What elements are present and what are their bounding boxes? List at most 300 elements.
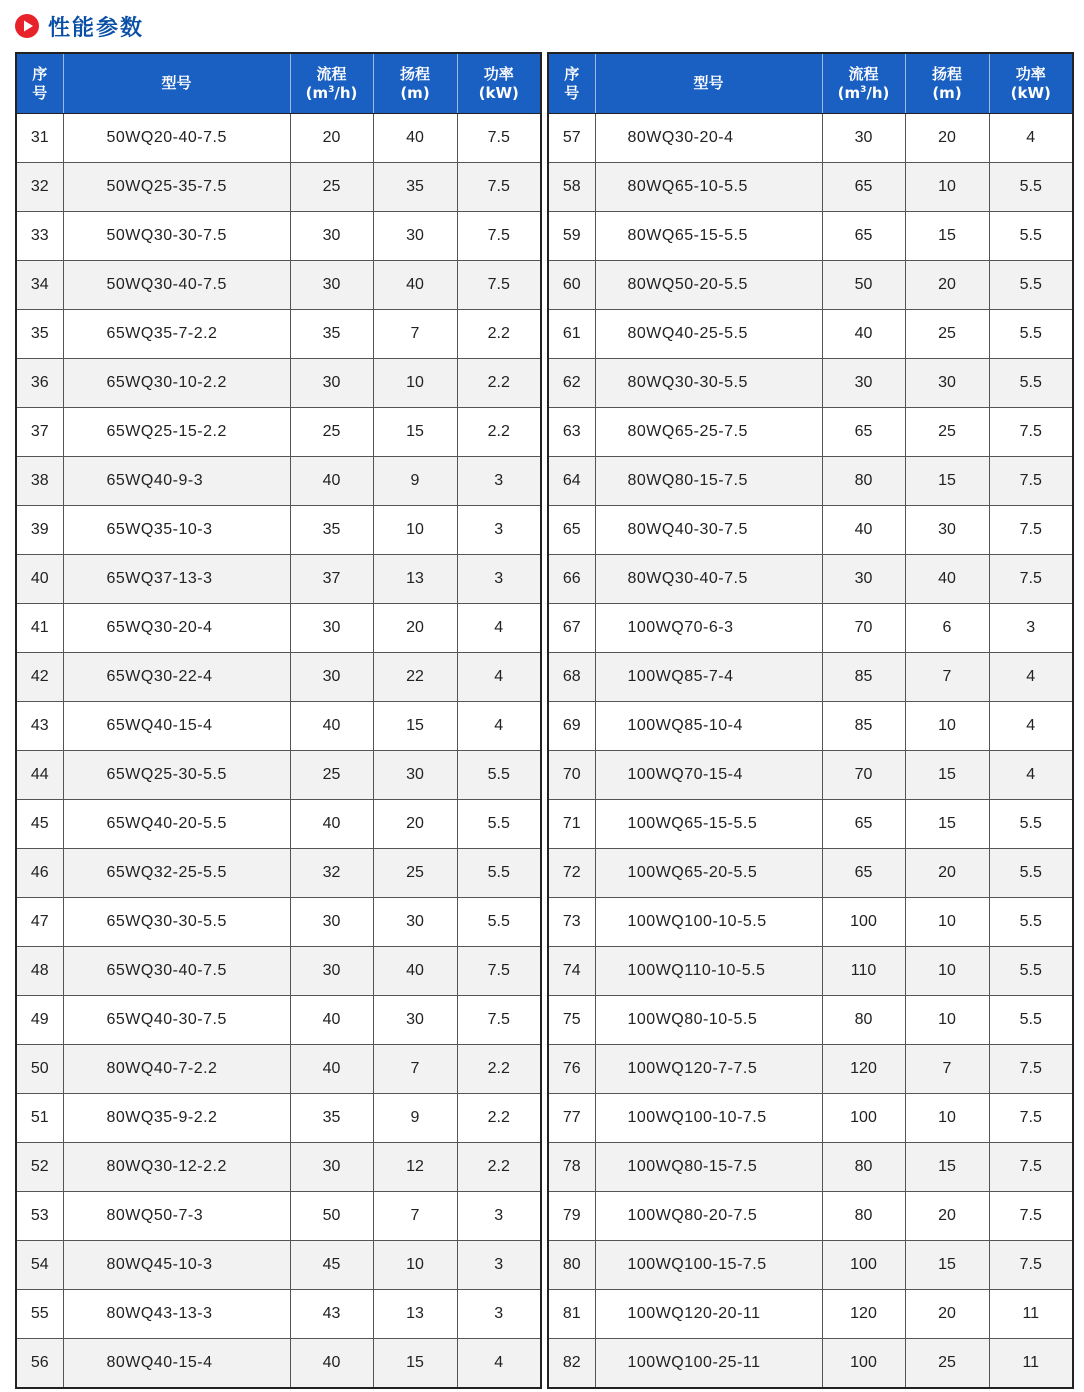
cell-index: 44 xyxy=(16,751,63,800)
cell-head: 30 xyxy=(905,506,989,555)
cell-model: 100WQ100-10-5.5 xyxy=(595,898,822,947)
table-row xyxy=(16,604,541,653)
cell-power: 7.5 xyxy=(989,457,1073,506)
header-index xyxy=(548,53,595,114)
cell-flow: 80 xyxy=(822,457,905,506)
cell-index: 79 xyxy=(548,1192,595,1241)
cell-model: 65WQ25-15-2.2 xyxy=(63,408,290,457)
cell-head: 30 xyxy=(373,996,457,1045)
cell-flow: 70 xyxy=(822,751,905,800)
cell-index: 46 xyxy=(16,849,63,898)
cell-head: 40 xyxy=(905,555,989,604)
cell-model: 50WQ30-40-7.5 xyxy=(63,261,290,310)
header-power xyxy=(457,53,541,114)
cell-model: 65WQ40-20-5.5 xyxy=(63,800,290,849)
cell-head: 35 xyxy=(373,163,457,212)
cell-flow: 40 xyxy=(290,457,373,506)
table-row xyxy=(548,163,1073,212)
cell-power: 7.5 xyxy=(989,1045,1073,1094)
cell-flow: 30 xyxy=(290,947,373,996)
table-row xyxy=(548,898,1073,947)
table-row xyxy=(548,1192,1073,1241)
table-row xyxy=(548,1290,1073,1339)
table-row xyxy=(16,457,541,506)
cell-head: 20 xyxy=(373,604,457,653)
cell-power: 3 xyxy=(457,1290,541,1339)
cell-flow: 40 xyxy=(290,702,373,751)
cell-power: 7.5 xyxy=(457,212,541,261)
table-row xyxy=(16,1241,541,1290)
cell-index: 74 xyxy=(548,947,595,996)
table-row xyxy=(548,1045,1073,1094)
cell-head: 15 xyxy=(905,457,989,506)
cell-head: 20 xyxy=(905,849,989,898)
cell-flow: 30 xyxy=(290,653,373,702)
cell-model: 65WQ30-20-4 xyxy=(63,604,290,653)
cell-flow: 65 xyxy=(822,212,905,261)
table-row xyxy=(548,947,1073,996)
cell-model: 100WQ65-15-5.5 xyxy=(595,800,822,849)
cell-flow: 37 xyxy=(290,555,373,604)
cell-head: 10 xyxy=(905,996,989,1045)
cell-flow: 70 xyxy=(822,604,905,653)
cell-flow: 30 xyxy=(290,898,373,947)
cell-power: 2.2 xyxy=(457,1143,541,1192)
cell-head: 25 xyxy=(905,408,989,457)
header-power-line1: 功率 xyxy=(1015,64,1046,83)
cell-head: 30 xyxy=(373,751,457,800)
cell-model: 100WQ110-10-5.5 xyxy=(595,947,822,996)
cell-flow: 35 xyxy=(290,506,373,555)
table-row xyxy=(548,1339,1073,1389)
header-flow-unit xyxy=(823,84,905,103)
table-row xyxy=(16,751,541,800)
header-index-line1: 序 xyxy=(32,64,48,83)
table-row xyxy=(16,114,541,163)
table-row xyxy=(16,310,541,359)
cell-power: 3 xyxy=(457,457,541,506)
table-row xyxy=(16,359,541,408)
cell-flow: 45 xyxy=(290,1241,373,1290)
cell-model: 100WQ100-25-11 xyxy=(595,1339,822,1389)
cell-power: 2.2 xyxy=(457,1045,541,1094)
cell-flow: 65 xyxy=(822,163,905,212)
table-row xyxy=(548,114,1073,163)
cell-model: 80WQ43-13-3 xyxy=(63,1290,290,1339)
cell-index: 63 xyxy=(548,408,595,457)
cell-head: 9 xyxy=(373,1094,457,1143)
table-row xyxy=(16,261,541,310)
cell-flow: 120 xyxy=(822,1290,905,1339)
cell-model: 100WQ80-10-5.5 xyxy=(595,996,822,1045)
cell-model: 100WQ70-15-4 xyxy=(595,751,822,800)
cell-flow: 40 xyxy=(290,996,373,1045)
cell-head: 13 xyxy=(373,1290,457,1339)
table-row xyxy=(548,310,1073,359)
cell-power: 11 xyxy=(989,1339,1073,1389)
cell-flow: 80 xyxy=(822,996,905,1045)
cell-power: 4 xyxy=(457,653,541,702)
cell-model: 65WQ35-10-3 xyxy=(63,506,290,555)
header-head xyxy=(373,53,457,114)
flow-unit-pre: (m xyxy=(837,83,861,102)
cell-flow: 30 xyxy=(822,555,905,604)
cell-head: 40 xyxy=(373,947,457,996)
cell-model: 65WQ40-30-7.5 xyxy=(63,996,290,1045)
cell-model: 100WQ120-20-11 xyxy=(595,1290,822,1339)
table-row xyxy=(16,1290,541,1339)
cell-head: 15 xyxy=(373,1339,457,1389)
cell-head: 22 xyxy=(373,653,457,702)
cell-model: 65WQ40-9-3 xyxy=(63,457,290,506)
cell-flow: 120 xyxy=(822,1045,905,1094)
cell-flow: 50 xyxy=(290,1192,373,1241)
flow-unit-post: /h) xyxy=(334,83,358,102)
cell-flow: 40 xyxy=(822,310,905,359)
cell-power: 5.5 xyxy=(989,261,1073,310)
cell-index: 66 xyxy=(548,555,595,604)
performance-table-left xyxy=(15,52,542,1389)
cell-flow: 100 xyxy=(822,1339,905,1389)
header-head xyxy=(905,53,989,114)
header-flow-line1: 流程 xyxy=(848,64,879,83)
table-row xyxy=(16,800,541,849)
cell-power: 7.5 xyxy=(989,1192,1073,1241)
cell-model: 100WQ70-6-3 xyxy=(595,604,822,653)
cell-model: 50WQ30-30-7.5 xyxy=(63,212,290,261)
table-row xyxy=(548,1241,1073,1290)
table-row xyxy=(548,261,1073,310)
header-index-line2: 号 xyxy=(564,83,580,102)
cell-power: 2.2 xyxy=(457,408,541,457)
cell-flow: 35 xyxy=(290,310,373,359)
cell-index: 78 xyxy=(548,1143,595,1192)
table-row xyxy=(16,996,541,1045)
cell-index: 81 xyxy=(548,1290,595,1339)
cell-index: 62 xyxy=(548,359,595,408)
cell-index: 33 xyxy=(16,212,63,261)
cell-model: 65WQ30-10-2.2 xyxy=(63,359,290,408)
header-power-line1: 功率 xyxy=(483,64,514,83)
table-row xyxy=(16,898,541,947)
cell-flow: 85 xyxy=(822,653,905,702)
cell-head: 40 xyxy=(373,261,457,310)
cell-index: 82 xyxy=(548,1339,595,1389)
cell-index: 53 xyxy=(16,1192,63,1241)
cell-flow: 43 xyxy=(290,1290,373,1339)
cell-head: 25 xyxy=(373,849,457,898)
flow-unit-pre: (m xyxy=(305,83,329,102)
cell-model: 65WQ30-22-4 xyxy=(63,653,290,702)
cell-power: 5.5 xyxy=(989,947,1073,996)
cell-head: 6 xyxy=(905,604,989,653)
cell-head: 15 xyxy=(905,1241,989,1290)
cell-model: 65WQ30-30-5.5 xyxy=(63,898,290,947)
cell-flow: 100 xyxy=(822,898,905,947)
cell-power: 4 xyxy=(989,653,1073,702)
cell-model: 80WQ65-15-5.5 xyxy=(595,212,822,261)
cell-index: 42 xyxy=(16,653,63,702)
cell-index: 40 xyxy=(16,555,63,604)
cell-head: 10 xyxy=(905,1094,989,1143)
cell-model: 80WQ45-10-3 xyxy=(63,1241,290,1290)
table-row xyxy=(16,506,541,555)
cell-power: 7.5 xyxy=(989,1094,1073,1143)
table-row xyxy=(548,849,1073,898)
cell-head: 7 xyxy=(905,653,989,702)
cell-model: 80WQ40-7-2.2 xyxy=(63,1045,290,1094)
cell-power: 4 xyxy=(989,114,1073,163)
cell-model: 80WQ30-30-5.5 xyxy=(595,359,822,408)
cell-flow: 25 xyxy=(290,163,373,212)
cell-head: 7 xyxy=(905,1045,989,1094)
cell-power: 4 xyxy=(457,702,541,751)
table-row xyxy=(548,212,1073,261)
cell-index: 59 xyxy=(548,212,595,261)
cell-power: 5.5 xyxy=(989,359,1073,408)
cell-head: 25 xyxy=(905,310,989,359)
cell-flow: 40 xyxy=(290,1339,373,1389)
cell-index: 41 xyxy=(16,604,63,653)
cell-index: 35 xyxy=(16,310,63,359)
cell-index: 71 xyxy=(548,800,595,849)
cell-flow: 40 xyxy=(822,506,905,555)
header-power xyxy=(989,53,1073,114)
cell-head: 20 xyxy=(905,114,989,163)
cell-flow: 100 xyxy=(822,1241,905,1290)
cell-head: 15 xyxy=(905,212,989,261)
table-row xyxy=(548,653,1073,702)
cell-model: 80WQ30-12-2.2 xyxy=(63,1143,290,1192)
cell-power: 5.5 xyxy=(989,212,1073,261)
header-flow xyxy=(822,53,905,114)
cell-head: 7 xyxy=(373,1045,457,1094)
table-row xyxy=(16,702,541,751)
table-row xyxy=(548,408,1073,457)
cell-power: 3 xyxy=(457,1192,541,1241)
cell-index: 32 xyxy=(16,163,63,212)
cell-model: 100WQ80-15-7.5 xyxy=(595,1143,822,1192)
cell-flow: 20 xyxy=(290,114,373,163)
cell-model: 80WQ35-9-2.2 xyxy=(63,1094,290,1143)
cell-head: 15 xyxy=(905,751,989,800)
cell-index: 76 xyxy=(548,1045,595,1094)
cell-head: 7 xyxy=(373,310,457,359)
cell-power: 5.5 xyxy=(989,310,1073,359)
cell-flow: 30 xyxy=(290,359,373,408)
cell-power: 5.5 xyxy=(989,163,1073,212)
cell-head: 10 xyxy=(905,898,989,947)
table-row xyxy=(548,751,1073,800)
cell-flow: 30 xyxy=(290,604,373,653)
cell-power: 7.5 xyxy=(989,506,1073,555)
cell-head: 40 xyxy=(373,114,457,163)
section-title xyxy=(14,10,144,42)
cell-head: 30 xyxy=(373,212,457,261)
cell-power: 7.5 xyxy=(989,408,1073,457)
cell-power: 7.5 xyxy=(989,555,1073,604)
table-row xyxy=(16,163,541,212)
cell-flow: 30 xyxy=(822,114,905,163)
cell-index: 67 xyxy=(548,604,595,653)
cell-index: 72 xyxy=(548,849,595,898)
table-row xyxy=(548,555,1073,604)
header-power-line2: (kW) xyxy=(478,83,519,102)
cell-power: 5.5 xyxy=(457,751,541,800)
table-row xyxy=(16,849,541,898)
header-head-line2: (m) xyxy=(400,83,430,102)
header-head-line1: 扬程 xyxy=(399,64,430,83)
cell-index: 52 xyxy=(16,1143,63,1192)
cell-power: 4 xyxy=(457,604,541,653)
cell-index: 65 xyxy=(548,506,595,555)
cell-flow: 100 xyxy=(822,1094,905,1143)
cell-power: 4 xyxy=(457,1339,541,1389)
cell-power: 3 xyxy=(989,604,1073,653)
cell-index: 55 xyxy=(16,1290,63,1339)
table-row xyxy=(16,1045,541,1094)
cell-model: 65WQ32-25-5.5 xyxy=(63,849,290,898)
cell-index: 38 xyxy=(16,457,63,506)
cell-head: 15 xyxy=(905,800,989,849)
header-flow-unit xyxy=(291,84,373,103)
header-index xyxy=(16,53,63,114)
table-row xyxy=(16,212,541,261)
cell-index: 64 xyxy=(548,457,595,506)
cell-index: 37 xyxy=(16,408,63,457)
cell-power: 5.5 xyxy=(457,800,541,849)
table-row xyxy=(16,1339,541,1389)
cell-flow: 80 xyxy=(822,1192,905,1241)
cell-power: 4 xyxy=(989,751,1073,800)
cell-head: 10 xyxy=(373,359,457,408)
cell-flow: 85 xyxy=(822,702,905,751)
cell-index: 39 xyxy=(16,506,63,555)
table-row xyxy=(16,653,541,702)
cell-index: 34 xyxy=(16,261,63,310)
cell-model: 80WQ40-15-4 xyxy=(63,1339,290,1389)
cell-flow: 32 xyxy=(290,849,373,898)
cell-index: 49 xyxy=(16,996,63,1045)
table-row xyxy=(548,506,1073,555)
table-row xyxy=(16,1143,541,1192)
cell-power: 5.5 xyxy=(989,898,1073,947)
cell-power: 3 xyxy=(457,506,541,555)
cell-flow: 65 xyxy=(822,408,905,457)
header-flow-line1: 流程 xyxy=(316,64,347,83)
cell-power: 5.5 xyxy=(989,996,1073,1045)
flow-unit-sup: 3 xyxy=(328,84,335,95)
cell-head: 20 xyxy=(905,1192,989,1241)
cell-model: 80WQ40-25-5.5 xyxy=(595,310,822,359)
table-row xyxy=(16,1094,541,1143)
table-row xyxy=(16,555,541,604)
cell-index: 80 xyxy=(548,1241,595,1290)
cell-power: 7.5 xyxy=(457,163,541,212)
flow-unit-sup: 3 xyxy=(860,84,867,95)
cell-head: 15 xyxy=(373,408,457,457)
header-index-line1: 序 xyxy=(564,64,580,83)
cell-power: 11 xyxy=(989,1290,1073,1339)
cell-index: 69 xyxy=(548,702,595,751)
cell-power: 3 xyxy=(457,555,541,604)
cell-head: 10 xyxy=(905,702,989,751)
table-row xyxy=(548,996,1073,1045)
cell-power: 5.5 xyxy=(989,849,1073,898)
cell-power: 7.5 xyxy=(989,1241,1073,1290)
cell-model: 80WQ50-20-5.5 xyxy=(595,261,822,310)
cell-head: 20 xyxy=(905,261,989,310)
table-row xyxy=(548,359,1073,408)
table-row xyxy=(548,604,1073,653)
cell-power: 2.2 xyxy=(457,1094,541,1143)
cell-model: 80WQ40-30-7.5 xyxy=(595,506,822,555)
table-row xyxy=(16,408,541,457)
section-title-text: 性能参数 xyxy=(48,15,145,41)
cell-power: 7.5 xyxy=(989,1143,1073,1192)
cell-head: 10 xyxy=(905,163,989,212)
cell-power: 7.5 xyxy=(457,114,541,163)
cell-flow: 50 xyxy=(822,261,905,310)
cell-index: 57 xyxy=(548,114,595,163)
cell-head: 20 xyxy=(373,800,457,849)
cell-flow: 110 xyxy=(822,947,905,996)
cell-index: 48 xyxy=(16,947,63,996)
table-row xyxy=(548,1094,1073,1143)
cell-flow: 80 xyxy=(822,1143,905,1192)
cell-flow: 30 xyxy=(290,212,373,261)
cell-head: 25 xyxy=(905,1339,989,1389)
cell-flow: 30 xyxy=(290,261,373,310)
cell-model: 100WQ85-10-4 xyxy=(595,702,822,751)
cell-head: 10 xyxy=(373,1241,457,1290)
cell-index: 61 xyxy=(548,310,595,359)
header-model: 型号 xyxy=(595,53,822,114)
cell-model: 100WQ80-20-7.5 xyxy=(595,1192,822,1241)
cell-index: 54 xyxy=(16,1241,63,1290)
cell-head: 15 xyxy=(373,702,457,751)
cell-head: 7 xyxy=(373,1192,457,1241)
cell-index: 43 xyxy=(16,702,63,751)
cell-index: 31 xyxy=(16,114,63,163)
cell-power: 5.5 xyxy=(457,849,541,898)
cell-index: 75 xyxy=(548,996,595,1045)
cell-power: 7.5 xyxy=(457,947,541,996)
cell-model: 80WQ50-7-3 xyxy=(63,1192,290,1241)
header-index-line2: 号 xyxy=(32,83,48,102)
cell-model: 80WQ65-25-7.5 xyxy=(595,408,822,457)
performance-table-right xyxy=(547,52,1074,1389)
cell-model: 65WQ37-13-3 xyxy=(63,555,290,604)
cell-model: 100WQ100-15-7.5 xyxy=(595,1241,822,1290)
cell-model: 65WQ35-7-2.2 xyxy=(63,310,290,359)
cell-flow: 40 xyxy=(290,800,373,849)
cell-flow: 30 xyxy=(290,1143,373,1192)
cell-model: 50WQ25-35-7.5 xyxy=(63,163,290,212)
cell-power: 4 xyxy=(989,702,1073,751)
cell-head: 13 xyxy=(373,555,457,604)
cell-index: 58 xyxy=(548,163,595,212)
cell-model: 100WQ85-7-4 xyxy=(595,653,822,702)
table-row xyxy=(548,702,1073,751)
cell-model: 100WQ120-7-7.5 xyxy=(595,1045,822,1094)
header-head-line2: (m) xyxy=(932,83,962,102)
cell-index: 70 xyxy=(548,751,595,800)
cell-model: 100WQ100-10-7.5 xyxy=(595,1094,822,1143)
cell-power: 7.5 xyxy=(457,996,541,1045)
cell-index: 56 xyxy=(16,1339,63,1389)
cell-power: 5.5 xyxy=(989,800,1073,849)
